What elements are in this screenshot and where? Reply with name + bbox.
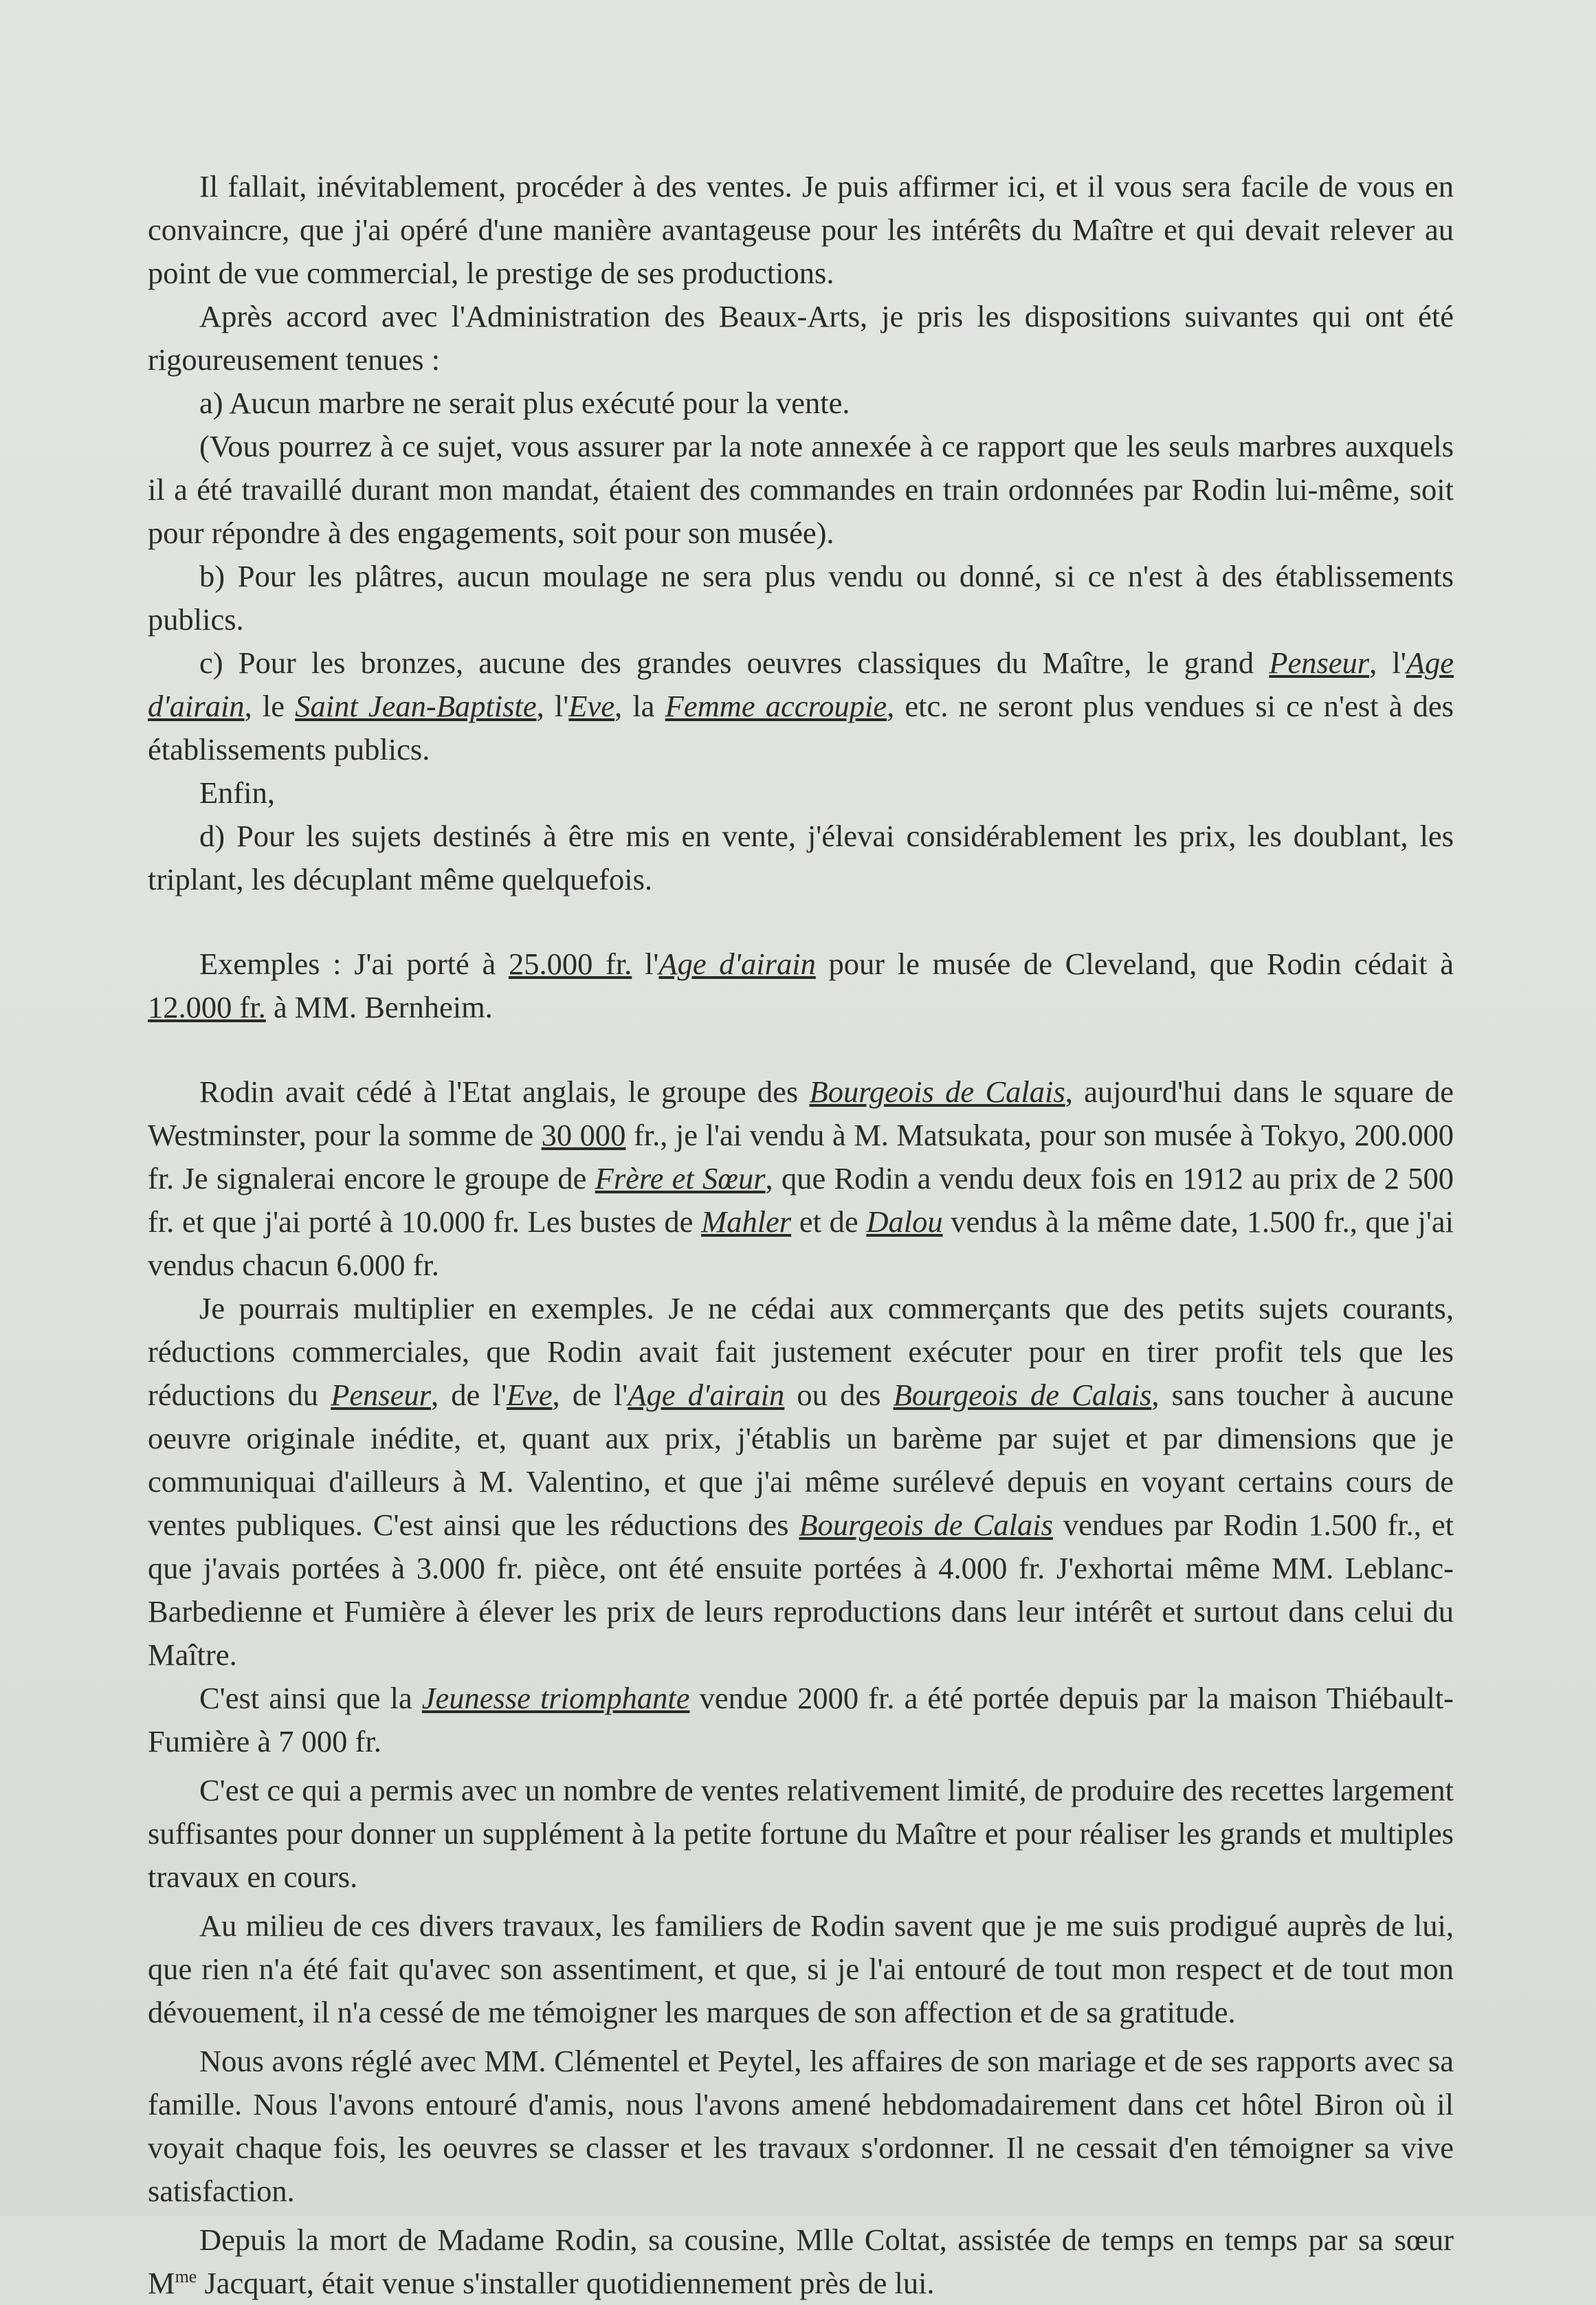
text-run: , la [614, 689, 665, 723]
text-run: et de [791, 1204, 867, 1239]
artwork-title: Eve [568, 689, 614, 723]
paragraph-p13 [148, 1769, 1454, 1899]
artwork-title: Frère et Sœur [595, 1161, 766, 1195]
text-run: c) Pour les bronzes, aucune des grandes oeuvres classiques du Maître, le grand [199, 646, 1270, 680]
artwork-title: Saint Jean-Baptiste [295, 689, 537, 723]
paragraph-p14 [148, 1904, 1454, 2034]
text-run: , sans toucher à aucune oeuvre originale inédite, et, quant aux prix, j'établis un barème par sujet et par dimensions que je communiquai d'ailleurs à M. Valentino, et que j'ai même surélevé depuis en voyant certains cours de ventes publiques. C'est ainsi que les réductions des [148, 1378, 1454, 1542]
artwork-title: Penseur [331, 1378, 432, 1412]
text-run: vendus à la même date, 1.500 fr., que j'ai vendus chacun 6.000 fr. [148, 1204, 1454, 1282]
artwork-title: Age d'airain [628, 1378, 785, 1412]
text-run: d) Pour les sujets destinés à être mis en vente, j'élevai considérablement les prix, les doublant, les triplant, les décuplant même quelquefois. [148, 819, 1454, 896]
text-run: Rodin avait cédé à l'Etat anglais, le groupe des [199, 1074, 810, 1109]
paragraph-p7 [148, 771, 1454, 815]
text-run: , le [244, 689, 296, 723]
artwork-title: Bourgeois de Calais [893, 1378, 1152, 1412]
text-run: (Vous pourrez à ce sujet, vous assurer par la note annexée à ce rapport que les seuls marbres auxquels il a été travaillé durant mon mandat, étaient des commandes en train ordonnées par Rodin lui-même, soit pour répondre à des engagements, soit pour son musée). [148, 429, 1454, 550]
paragraph-p5 [148, 555, 1454, 641]
text-run: à MM. Bernheim. [265, 990, 493, 1024]
text-run: , aujourd'hui dans le square de Westminster, pour la somme de [148, 1074, 1454, 1152]
text-run: C'est ce qui a permis avec un nombre de ventes relativement limité, de produire des recettes largement suffisantes pour donner un supplément à la petite fortune du Maître et pour réaliser les grands et multiples travaux en cours. [148, 1773, 1454, 1894]
artwork-title: Eve [506, 1378, 553, 1412]
text-run: , de l' [552, 1378, 628, 1412]
paragraph-p11 [148, 1287, 1454, 1677]
paragraph-p4 [148, 425, 1454, 555]
artwork-title: Age d'airain [658, 947, 816, 981]
artwork-title: Penseur [1269, 646, 1370, 680]
text-run: , que Rodin a vendu deux fois en 1912 au prix de 2 500 fr. et que j'ai porté à 10.000 fr. Les bustes de [148, 1161, 1454, 1239]
text-run: Jacquart, était venue s'installer quotidiennement près de lui. [197, 2266, 935, 2300]
underlined-amount: 25.000 fr. [508, 947, 632, 981]
paragraph-p3 [148, 382, 1454, 425]
text-run: vendues par Rodin 1.500 fr., et que j'avais portées à 3.000 fr. pièce, ont été ensuite portées à 4.000 fr. J'exhortai même MM. Leblanc-Barbedienne et Fumière à élever les prix de leurs reproductions dans leur intérêt et surtout dans celui du Maître. [148, 1508, 1454, 1672]
text-run: Après accord avec l'Administration des Beaux-Arts, je pris les dispositions suivantes qui ont été rigoureusement tenues : [148, 299, 1454, 377]
paragraph-p1 [148, 165, 1454, 295]
paragraph-p6 [148, 641, 1454, 771]
artwork-title: Mahler [701, 1204, 792, 1239]
text-run: C'est ainsi que la [199, 1681, 422, 1715]
text-run: Au milieu de ces divers travaux, les familiers de Rodin savent que je me suis prodigué auprès de lui, que rien n'a été fait qu'avec son assentiment, et que, si je l'ai entouré de tout mon respect et de tout mon dévouement, il n'a cessé de me témoigner les marques de son affection et de sa gratitude. [148, 1908, 1454, 2029]
text-run: pour le musée de Cleveland, que Rodin cédait à [815, 947, 1454, 981]
text-run: fr., je l'ai vendu à M. Matsukata, pour son musée à Tokyo, 200.000 fr. Je signalerai encore le groupe de [148, 1118, 1454, 1195]
text-run: , l' [536, 689, 569, 723]
paragraph-p10 [148, 1070, 1454, 1287]
text-run: me [175, 2267, 197, 2287]
paragraph-p8 [148, 815, 1454, 901]
text-run: l' [632, 947, 659, 981]
paragraph-p16 [148, 2218, 1454, 2305]
artwork-title: Bourgeois de Calais [799, 1508, 1053, 1542]
underlined-amount: 30 000 [541, 1118, 626, 1152]
text-run: Enfin, [199, 775, 275, 810]
text-run: ou des [784, 1378, 894, 1412]
body-text [148, 165, 1454, 2305]
artwork-title: Jeunesse triomphante [421, 1681, 690, 1715]
text-run: , etc. ne seront plus vendues si ce n'est à des établissements publics. [148, 689, 1454, 767]
text-run: Nous avons réglé avec MM. Clémentel et Peytel, les affaires de son mariage et de ses rapports avec sa famille. Nous l'avons entouré d'amis, nous l'avons amené hebdomadairement dans cet hôtel Biron où il voyait chaque fois, les oeuvres se classer et les travaux s'ordonner. Il ne cessait d'en témoigner sa vive satisfaction. [148, 2044, 1454, 2208]
text-run: , l' [1369, 646, 1406, 680]
paragraph-p15 [148, 2040, 1454, 2213]
text-run: Exemples : J'ai porté à [199, 947, 509, 981]
text-run: b) Pour les plâtres, aucun moulage ne sera plus vendu ou donné, si ce n'est à des établissements publics. [148, 559, 1454, 637]
text-run: vendue 2000 fr. a été portée depuis par la maison Thiébault-Fumière à 7 000 fr. [148, 1681, 1454, 1758]
text-run: Je pourrais multiplier en exemples. Je ne cédai aux commerçants que des petits sujets courants, réductions commerciales, que Rodin avait fait justement exécuter pour en tirer profit tels que les réductions du [148, 1291, 1454, 1412]
text-run: , de l' [431, 1378, 507, 1412]
artwork-title: Dalou [866, 1204, 943, 1239]
artwork-title: Femme accroupie [665, 689, 887, 723]
paragraph-p9 [148, 942, 1454, 1029]
text-run: Depuis la mort de Madame Rodin, sa cousine, Mlle Coltat, assistée de temps en temps par sa sœur M [148, 2223, 1454, 2300]
underlined-amount: 12.000 fr. [148, 990, 266, 1024]
text-run: Il fallait, inévitablement, procéder à des ventes. Je puis affirmer ici, et il vous sera facile de vous en convaincre, que j'ai opéré d'une manière avantageuse pour les intérêts du Maître et qui devait relever au point de vue commercial, le prestige de ses productions. [148, 169, 1454, 290]
artwork-title: Age d'airain [148, 646, 1454, 723]
artwork-title: Bourgeois de Calais [809, 1074, 1065, 1109]
paragraph-p12 [148, 1677, 1454, 1763]
text-run: a) Aucun marbre ne serait plus exécuté pour la vente. [199, 386, 850, 420]
paragraph-p2 [148, 295, 1454, 382]
